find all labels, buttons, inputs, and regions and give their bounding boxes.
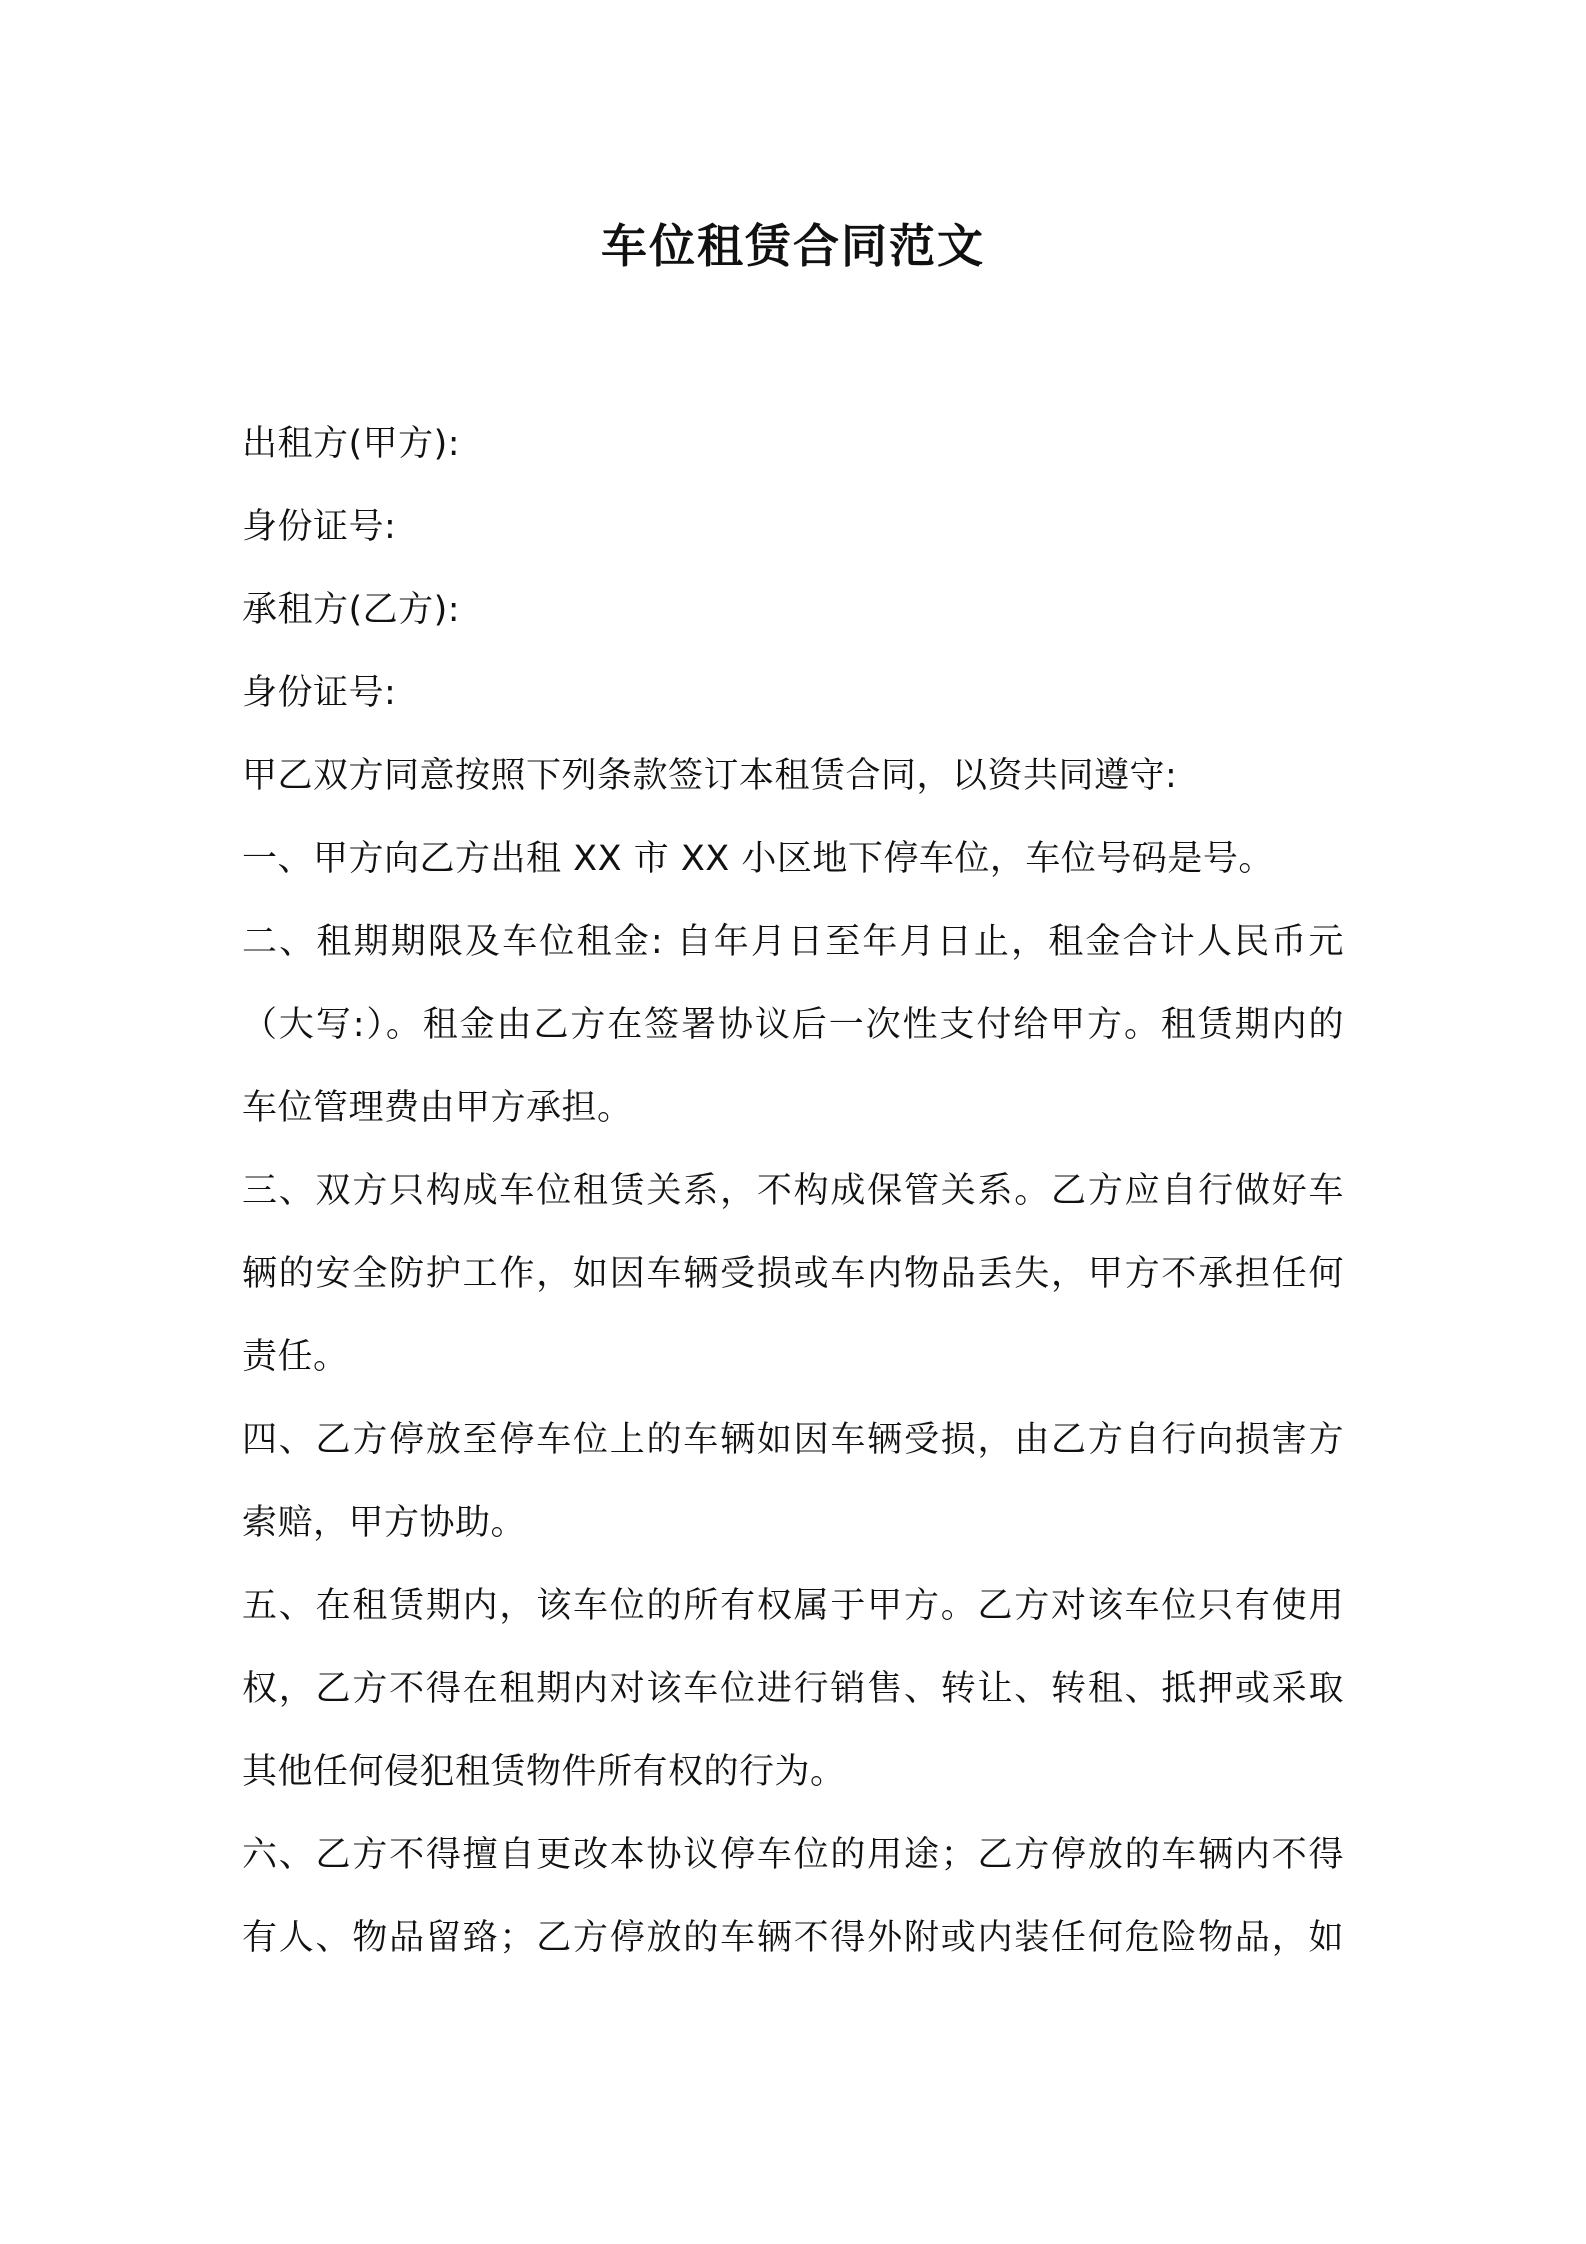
clause-4-line-1: 四、乙方停放至停车位上的车辆如因车辆受损，由乙方自行向损害方 <box>242 1420 1344 1460</box>
lessor-id-line: 身份证号: <box>242 507 397 547</box>
clause-1-line: 一、甲方向乙方出租 XX 市 XX 小区地下停车位，车位号码是号。 <box>242 839 1274 879</box>
clause-4-line-2: 索赔，甲方协助。 <box>242 1503 527 1543</box>
clause-3-line-3: 责任。 <box>242 1337 349 1377</box>
preamble-line: 甲乙双方同意按照下列条款签订本租赁合同，以资共同遵守: <box>242 756 1178 796</box>
lessee-id-line: 身份证号: <box>242 673 397 713</box>
clause-3-line-1: 三、双方只构成车位租赁关系，不构成保管关系。乙方应自行做好车 <box>242 1171 1344 1211</box>
clause-2-line-3: 车位管理费由甲方承担。 <box>242 1088 633 1128</box>
clause-5-line-3: 其他任何侵犯租赁物件所有权的行为。 <box>242 1752 846 1792</box>
clause-2-line-1: 二、租期期限及车位租金: 自年月日至年月日止，租金合计人民币元 <box>242 922 1344 962</box>
clause-3-line-2: 辆的安全防护工作，如因车辆受损或车内物品丢失，甲方不承担任何 <box>242 1254 1344 1294</box>
clause-5-line-2: 权，乙方不得在租期内对该车位进行销售、转让、转租、抵押或采取 <box>242 1669 1344 1709</box>
document-title: 车位租赁合同范文 <box>601 219 985 273</box>
clause-2-line-2: （大写:）。租金由乙方在签署协议后一次性支付给甲方。租赁期内的 <box>242 1005 1344 1045</box>
document-body <box>242 403 1344 1980</box>
clause-6-line-1: 六、乙方不得擅自更改本协议停车位的用途；乙方停放的车辆内不得 <box>242 1835 1344 1875</box>
lessor-line: 出租方(甲方): <box>242 424 461 464</box>
lessee-line: 承租方(乙方): <box>242 590 461 630</box>
clause-5-line-1: 五、在租赁期内，该车位的所有权属于甲方。乙方对该车位只有使用 <box>242 1586 1344 1626</box>
clause-6-line-2: 有人、物品留臵；乙方停放的车辆不得外附或内装任何危险物品，如 <box>242 1918 1344 1958</box>
